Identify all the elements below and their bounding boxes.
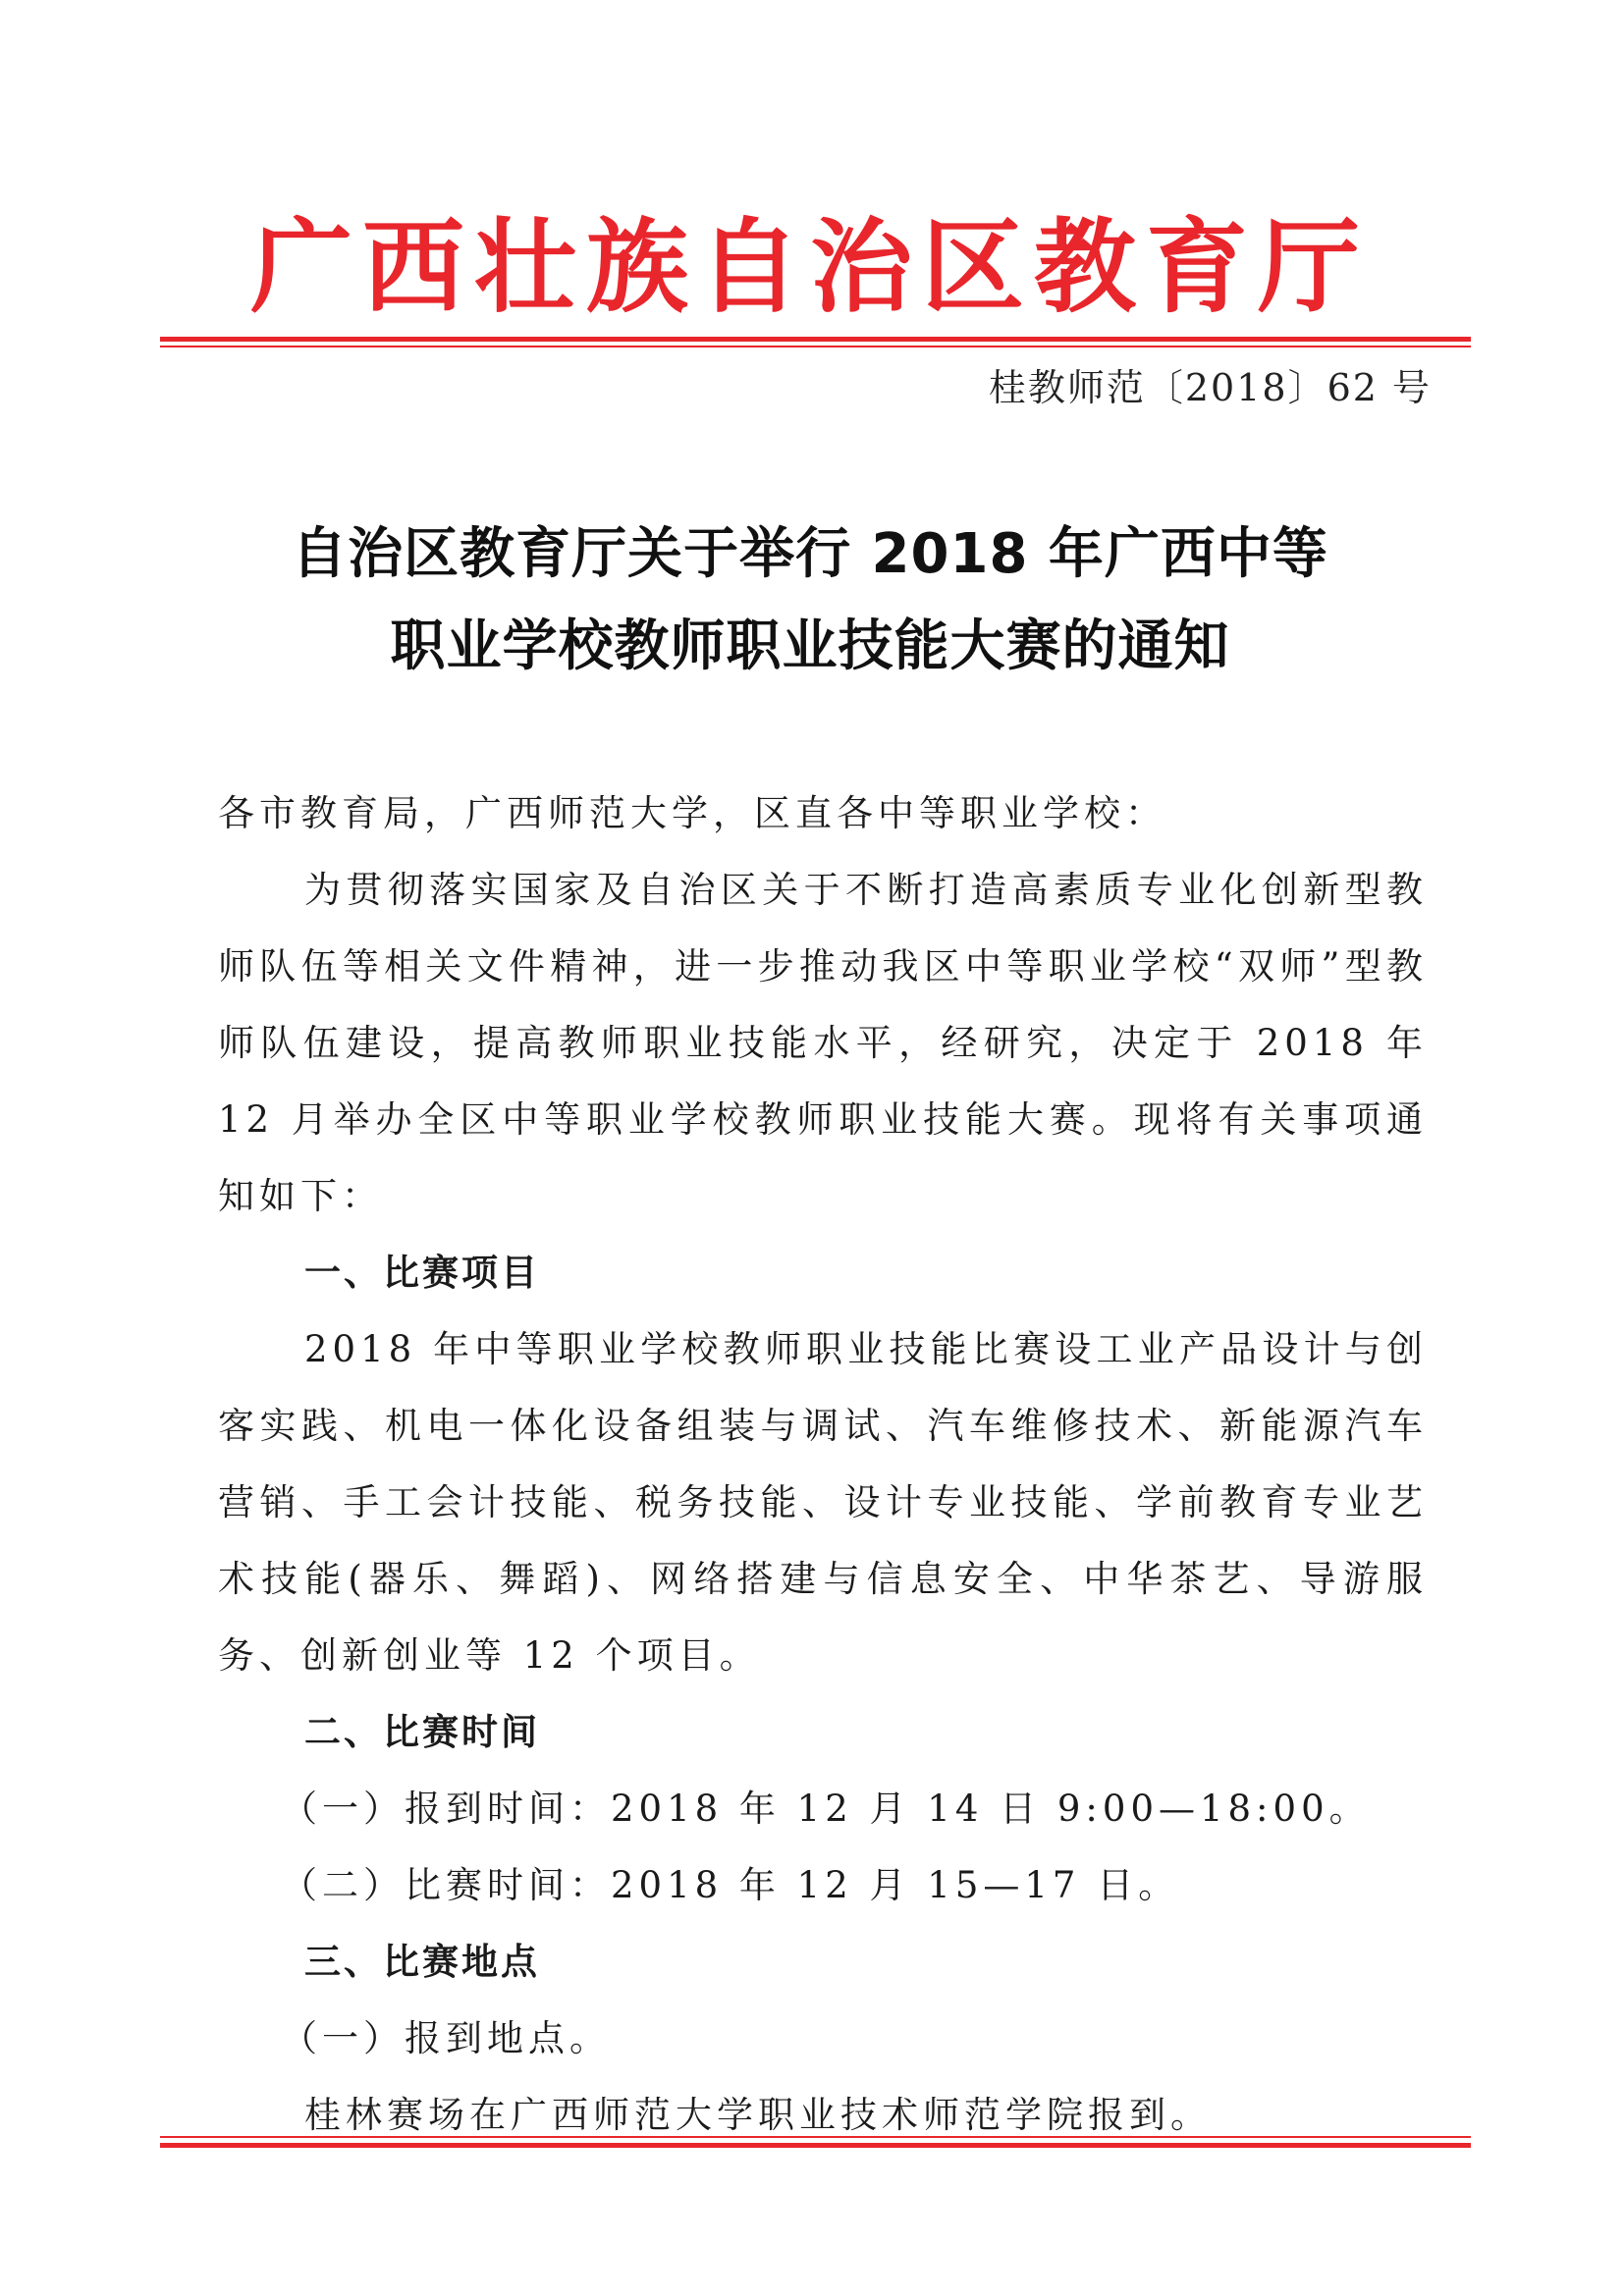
section-2-item-2: （二）比赛时间：2018 年 12 月 15—17 日。: [281, 1864, 1180, 1906]
section-3-paragraph: 桂林赛场在广西师范大学职业技术师范学院报到。: [304, 2094, 1212, 2136]
organization-header: 广西壮族自治区教育厅: [249, 206, 1370, 327]
section-1-paragraph: 2018 年中等职业学校教师职业技能比赛设工业产品设计与创客实践、机电一体化设备组装与调试、汽车维修技术、新能源汽车营销、手工会计技能、税务技能、设计专业技能、学前教育专业艺术技能(器乐、舞蹈)、网络搭建与信息安全、中华茶艺、导游服务、创新创业等 12 个项目。: [218, 1328, 1428, 1677]
salutation: 各市教育局，广西师范大学，区直各中等职业学校：: [218, 792, 1166, 834]
footer-red-rule-thick: [160, 2143, 1471, 2148]
section-2-heading: 二、比赛时间: [304, 1711, 540, 1753]
section-3-item-1: （一）报到地点。: [281, 2017, 611, 2059]
document-number: 桂教师范〔2018〕62 号: [988, 366, 1432, 409]
header-red-rule-thin: [160, 346, 1471, 347]
document-body: [218, 775, 1428, 2154]
document-title-line-2: 职业学校教师职业技能大赛的通知: [390, 614, 1230, 678]
intro-paragraph: 为贯彻落实国家及自治区关于不断打造高素质专业化创新型教师队伍等相关文件精神，进一步推动我区中等职业学校“双师”型教师队伍建设，提高教师职业技能水平，经研究，决定于 2018 年 12 月举办全区中等职业学校教师职业技能大赛。现将有关事项通知如下：: [218, 869, 1428, 1217]
footer-red-rule-thin: [160, 2136, 1471, 2138]
section-3-heading: 三、比赛地点: [304, 1941, 540, 1983]
document-title-line-1: 自治区教育厅关于举行 2018 年广西中等: [292, 522, 1328, 586]
header-red-rule-thick: [160, 337, 1471, 342]
section-2-item-1: （一）报到时间：2018 年 12 月 14 日 9:00—18:00。: [281, 1788, 1371, 1830]
section-1-heading: 一、比赛项目: [304, 1252, 540, 1294]
